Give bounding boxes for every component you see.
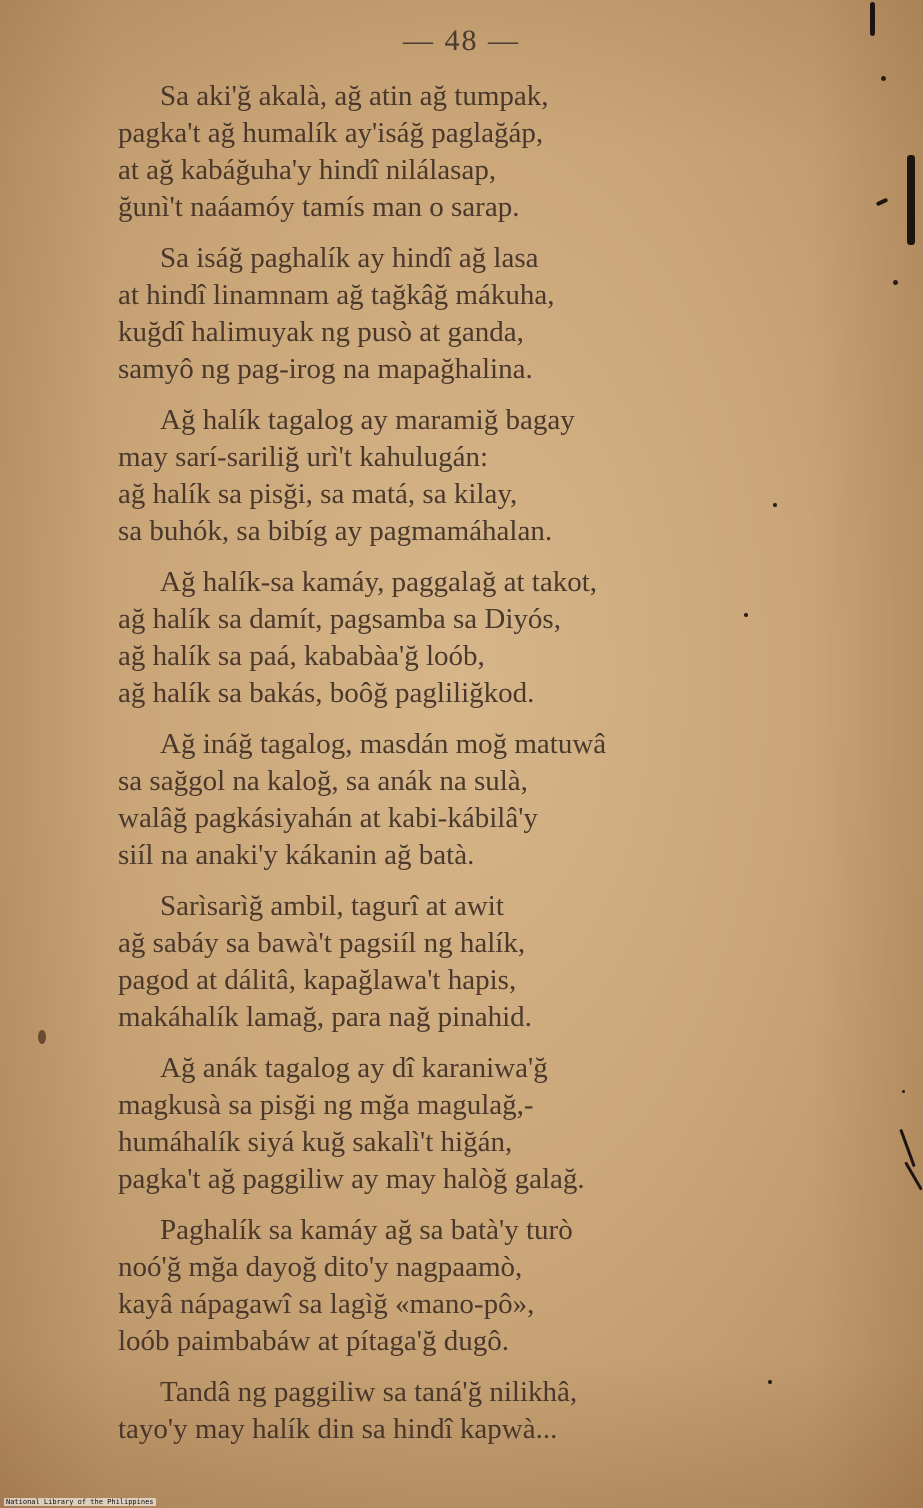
stanza (118, 1050, 758, 1198)
ink-mark (899, 1129, 915, 1168)
stanza (118, 402, 758, 550)
library-credit: National Library of the Philippines (6, 1498, 154, 1506)
stanza (118, 78, 758, 226)
poem-line: makáhalík lamağ, para nağ pinahid. (118, 1001, 532, 1033)
poem-line: Ağ ináğ tagalog, masdán moğ matuwâ (160, 728, 607, 760)
poem-line: Ağ halík tagalog ay maramiğ bagay (160, 404, 575, 436)
poem-body (118, 78, 758, 1462)
poem-line: walâğ pagkásiyahán at kabi-kábilâ'y (118, 802, 538, 834)
poem-line: may sarí-sariliğ urì't kahulugán: (118, 441, 489, 473)
poem-line: at hindî linamnam ağ tağkâğ mákuha, (118, 279, 555, 311)
poem-line: loób paimbabáw at pítaga'ğ dugô. (118, 1325, 509, 1357)
poem-line: ğunì't naáamóy tamís man o sarap. (118, 191, 520, 223)
poem-line: sa sağgol na kaloğ, sa anák na sulà, (118, 765, 528, 797)
poem-line: Ağ anák tagalog ay dî karaniwa'ğ (160, 1052, 548, 1084)
poem-line: tayo'y may halík din sa hindî kapwà... (118, 1413, 558, 1445)
ink-speck (768, 1380, 772, 1384)
ink-speck (881, 76, 886, 81)
poem-line: Tandâ ng paggiliw sa taná'ğ nilikhâ, (160, 1376, 578, 1408)
poem-line: Sa aki'ğ akalà, ağ atin ağ tumpak, (160, 80, 549, 112)
ink-mark (870, 2, 875, 36)
ink-mark (876, 198, 889, 207)
ink-speck (773, 503, 777, 507)
poem-line: samyô ng pag-irog na mapağhalina. (118, 353, 533, 385)
poem-line: at ağ kabáğuha'y hindî nilálasap, (118, 154, 497, 186)
poem-line: ağ halík sa damít, pagsamba sa Diyós, (118, 603, 561, 635)
poem-line: ağ sabáy sa bawà't pagsiíl ng halík, (118, 927, 526, 959)
poem-line: pagka't ağ humalík ay'isáğ paglağáp, (118, 117, 544, 149)
poem-line: ağ halík sa paá, kababàa'ğ loób, (118, 640, 485, 672)
stanza (118, 1374, 758, 1448)
poem-line: humáhalík siyá kuğ sakalì't hiğán, (118, 1126, 513, 1158)
stanza (118, 726, 758, 874)
poem-line: sa buhók, sa bibíg ay pagmamáhalan. (118, 515, 553, 547)
poem-line: ağ halík sa pisği, sa matá, sa kilay, (118, 478, 518, 510)
poem-line: kayâ nápagawî sa lagìğ «mano-pô», (118, 1288, 535, 1320)
stanza (118, 888, 758, 1036)
poem-line: ağ halík sa bakás, boôğ pagliliğkod. (118, 677, 535, 709)
ink-mark (907, 155, 915, 245)
ink-speck (902, 1090, 905, 1093)
poem-line: pagod at dálitâ, kapağlawa't hapis, (118, 964, 517, 996)
poem-line: Paghalík sa kamáy ağ sa batà'y turò (160, 1214, 573, 1246)
stanza (118, 564, 758, 712)
poem-line: Ağ halík-sa kamáy, paggalağ at takot, (160, 566, 597, 598)
poem-line: siíl na anaki'y kákanin ağ batà. (118, 839, 475, 871)
stanza (118, 1212, 758, 1360)
ink-speck (38, 1030, 46, 1044)
ink-speck (893, 280, 898, 285)
poem-line: magkusà sa pisği ng mğa magulağ,- (118, 1089, 534, 1121)
poem-line: Sa isáğ paghalík ay hindî ağ lasa (160, 242, 539, 274)
poem-line: noó'ğ mğa dayoğ dito'y nagpaamò, (118, 1251, 523, 1283)
poem-line: pagka't ağ paggiliw ay may halòğ galağ. (118, 1163, 585, 1195)
stanza (118, 240, 758, 388)
page-number: — 48 — (403, 24, 520, 57)
poem-line: Sarìsarìğ ambil, tagurî at awit (160, 890, 504, 922)
poem-line: kuğdî halimuyak ng pusò at ganda, (118, 316, 524, 348)
ink-speck (744, 613, 748, 617)
